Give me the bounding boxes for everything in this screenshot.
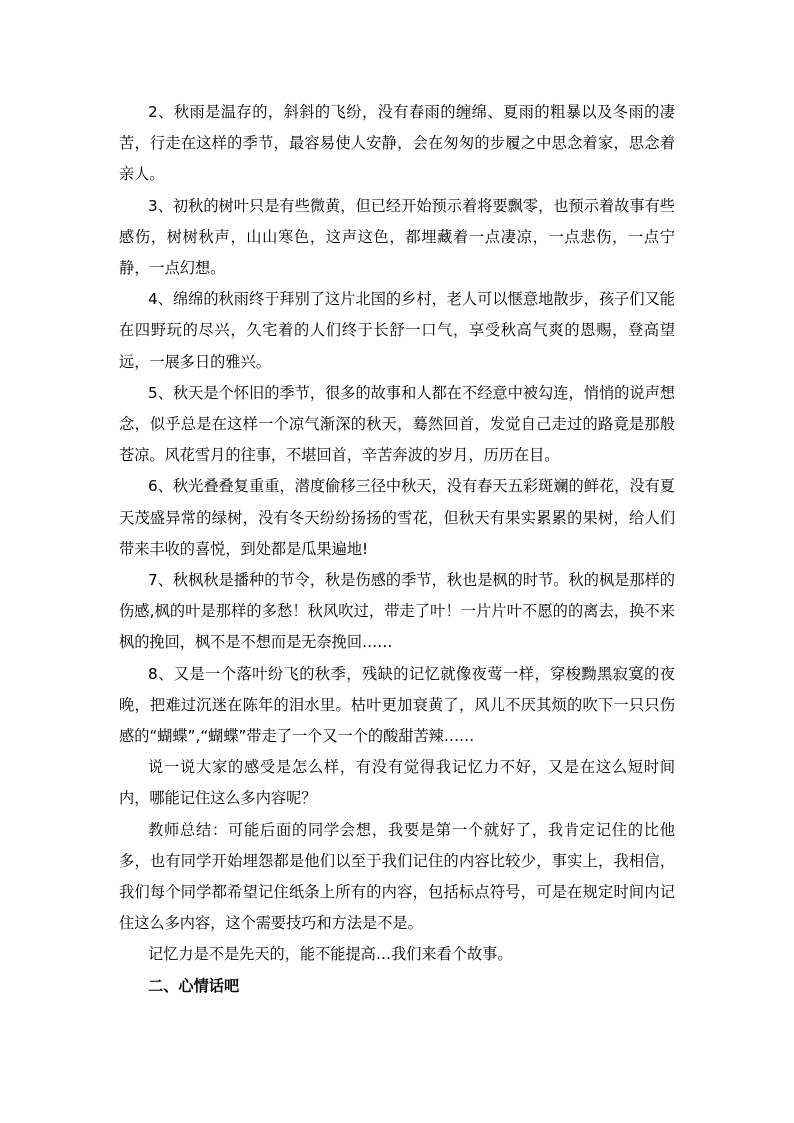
paragraph-autumn-harvest: 6、秋光叠叠复重重，潜度偷移三径中秋天，没有春天五彩斑斓的鲜花，没有夏天茂盛异常的绿树，没有冬天纷纷扬扬的雪花，但秋天有果实累累的果树，给人们带来丰收的喜悦，到处都是瓜果遍地!: [119, 477, 675, 558]
paragraph-nostalgic-season: 5、秋天是个怀旧的季节，很多的故事和人都在不经意中被勾连，悄悄的说声想念，似乎总是在这样一个凉气渐深的秋天，蓦然回首，发觉自己走过的路竟是那般苍凉。风花雪月的往事，不堪回首，辛苦奔波的岁月，历历在目。: [119, 383, 675, 465]
section-heading: 二、心情话吧: [148, 976, 240, 995]
paragraph-teacher-summary: 教师总结：可能后面的同学会想，我要是第一个就好了，我肯定记住的比他多，也有同学开始埋怨都是他们以至于我们记住的内容比较少，事实上，我相信，我们每个同学都希望记住纸条上所有的内容，包括标点符号，可是在规定时间内记住这么多内容，这个需要技巧和方法是不是。: [119, 820, 675, 933]
paragraph-falling-leaves: 8、又是一个落叶纷飞的秋季，残缺的记忆就像夜莺一样，穿梭黝黑寂寞的夜晚，把难过沉迷在陈年的泪水里。枯叶更加衰黄了，风儿不厌其烦的吹下一只只伤感的“蝴蝶”,“蝴蝶”带走了一个又一个的酸甜苦辣……: [119, 664, 675, 746]
paragraph-northern-village: 4、绵绵的秋雨终于拜别了这片北国的乡村，老人可以惬意地散步，孩子们又能在四野玩的尽兴，久宅着的人们终于长舒一口气，享受秋高气爽的恩赐，登高望远，一展多日的雅兴。: [119, 290, 675, 371]
paragraph-early-autumn-leaves: 3、初秋的树叶只是有些微黄，但已经开始预示着将要飘零，也预示着故事有些感伤，树树秋声，山山寒色，这声这色，都埋藏着一点凄凉，一点悲伤，一点宁静，一点幻想。: [119, 196, 675, 278]
document-body: [119, 97, 675, 1002]
paragraph-autumn-rain: 2、秋雨是温存的，斜斜的飞纷，没有春雨的缠绵、夏雨的粗暴以及冬雨的凄苦，行走在这样的季节，最容易使人安静，会在匆匆的步履之中思念着家，思念着亲人。: [119, 103, 675, 184]
paragraph-discussion-question: 说一说大家的感受是怎么样，有没有觉得我记忆力不好，又是在这么短时间内，哪能记住这么多内容呢？: [119, 758, 675, 808]
paragraph-autumn-maple: 7、秋枫秋是播种的节令，秋是伤感的季节，秋也是枫的时节。秋的枫是那样的伤感,枫的叶是那样的多愁！秋风吹过，带走了叶！一片片叶不愿的的离去，换不来枫的挽回，枫不是不想而是无奈挽回……: [119, 571, 675, 652]
paragraph-memory-story: 记忆力是不是先天的，能不能提高…我们来看个故事。: [148, 945, 513, 964]
